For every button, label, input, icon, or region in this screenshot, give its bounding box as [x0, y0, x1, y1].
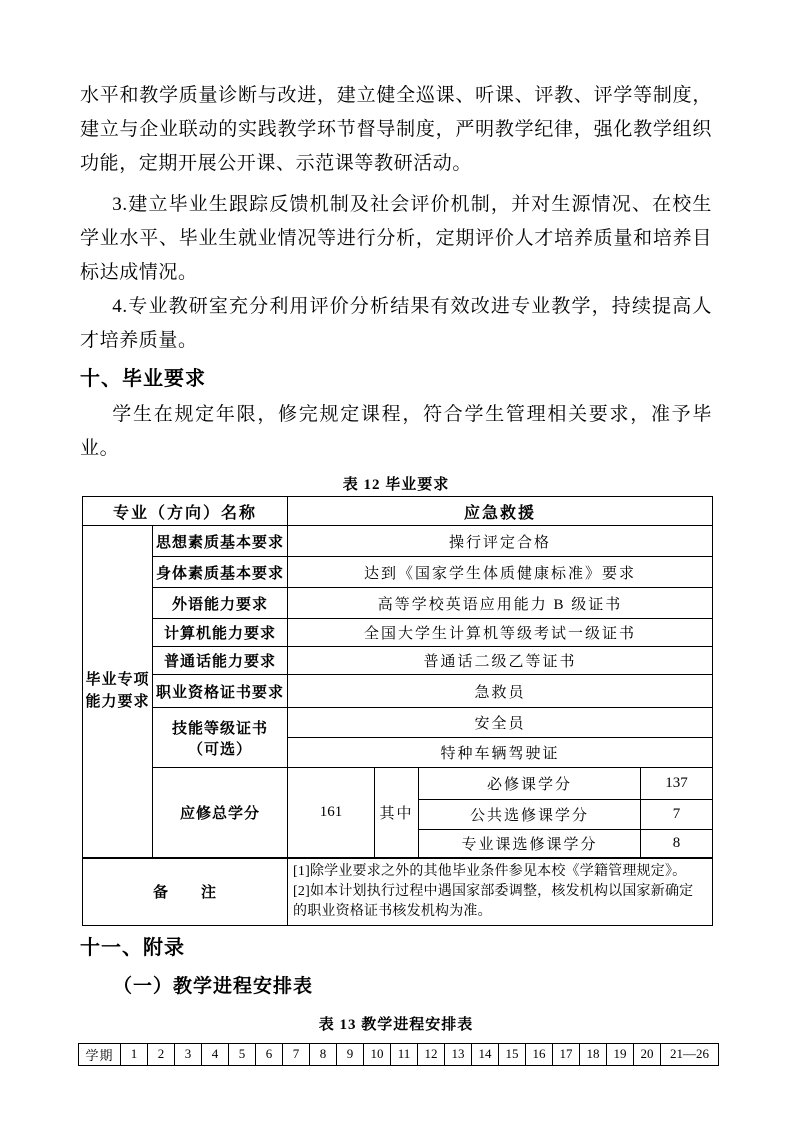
- credit-item-value: 7: [641, 800, 713, 830]
- row-label: 普通话能力要求: [153, 647, 288, 675]
- row-label: 计算机能力要求: [153, 619, 288, 647]
- remark-note-1: [1]除学业要求之外的其他毕业条件参见本校《学籍管理规定》。: [293, 863, 687, 879]
- semester-cell: 10: [364, 1043, 391, 1065]
- graduation-requirements-table: [82, 496, 713, 926]
- semester-cell: 17: [553, 1043, 580, 1065]
- major-name-header: 专业（方向）名称: [83, 497, 288, 526]
- row-value: 普通话二级乙等证书: [288, 647, 713, 675]
- skill-cert-label-line2: （可选）: [188, 741, 253, 758]
- semester-cell: 2: [148, 1043, 175, 1065]
- table-row: [83, 497, 713, 526]
- semester-cell: 3: [175, 1043, 202, 1065]
- credit-item-name: 必修课学分: [419, 768, 641, 800]
- skill-cert-label-line1: 技能等级证书: [172, 720, 269, 737]
- among-which-label: 其中: [375, 768, 419, 858]
- graduation-intro: 学生在规定年限，修完规定课程，符合学生管理相关要求，准予毕业。: [80, 404, 712, 459]
- semester-cell: 20: [634, 1043, 661, 1065]
- table-row: [83, 675, 713, 708]
- row-label: 身体素质基本要求: [153, 557, 288, 588]
- semester-cell: 9: [337, 1043, 364, 1065]
- semester-cell: 11: [391, 1043, 418, 1065]
- semester-cell: 12: [418, 1043, 445, 1065]
- group-label-special-ability: 毕业专项能力要求: [83, 526, 153, 858]
- section-heading-graduation-requirements: 十、毕业要求: [80, 368, 206, 390]
- remark-note-2: [2]如本计划执行过程中遇国家部委调整，核发机构以国家新确定的职业资格证书核发机构为准。: [293, 883, 694, 919]
- paragraph-quality: 水平和教学质量诊断与改进，建立健全巡课、听课、评教、评学等制度，建立与企业联动的实践教学环节督导制度，严明教学纪律，强化教学组织功能，定期开展公开课、示范课等教研活动。: [80, 85, 712, 174]
- row-value: 高等学校英语应用能力 B 级证书: [288, 588, 713, 619]
- credit-item-name: 专业课选修课学分: [419, 830, 641, 858]
- skill-cert-label: [153, 708, 288, 768]
- semester-cell: 13: [445, 1043, 472, 1065]
- total-credits-label: 应修总学分: [153, 768, 288, 858]
- subsection-heading-schedule: （一）教学进程安排表: [113, 975, 314, 997]
- semester-cell: 8: [310, 1043, 337, 1065]
- table-row: [83, 708, 713, 738]
- skill-cert-value: 安全员: [288, 708, 713, 738]
- table-row: [83, 526, 713, 557]
- credit-item-value: 137: [641, 768, 713, 800]
- row-value: 达到《国家学生体质健康标准》要求: [288, 557, 713, 588]
- table-row: [83, 557, 713, 588]
- paragraph-item4: 4.专业教研室充分利用评价分析结果有效改进专业教学，持续提高人才培养质量。: [80, 296, 712, 351]
- semester-cell: 19: [607, 1043, 634, 1065]
- semester-cell: 1: [121, 1043, 148, 1065]
- table-row: [83, 588, 713, 619]
- semester-cell: 15: [499, 1043, 526, 1065]
- semester-row-label: 学期: [79, 1043, 121, 1065]
- semester-cell: 14: [472, 1043, 499, 1065]
- row-label: 职业资格证书要求: [153, 675, 288, 708]
- table-row: [83, 619, 713, 647]
- table-row: [83, 768, 713, 800]
- semester-cell: 16: [526, 1043, 553, 1065]
- row-value: 急救员: [288, 675, 713, 708]
- semester-cell: 7: [283, 1043, 310, 1065]
- teaching-schedule-table: [78, 1043, 719, 1066]
- row-label: 思想素质基本要求: [153, 526, 288, 557]
- row-value: 全国大学生计算机等级考试一级证书: [288, 619, 713, 647]
- table13-caption: 表 13 教学进程安排表: [318, 1016, 474, 1033]
- semester-cell: 21—26: [661, 1043, 719, 1065]
- semester-cell: 18: [580, 1043, 607, 1065]
- semester-row: [79, 1043, 719, 1065]
- table-row: [83, 647, 713, 675]
- total-credits-value: 161: [288, 768, 375, 858]
- table12-caption: 表 12 毕业要求: [342, 477, 450, 493]
- row-label: 外语能力要求: [153, 588, 288, 619]
- remark-label: 备 注: [83, 858, 288, 926]
- semester-cell: 4: [202, 1043, 229, 1065]
- row-value: 操行评定合格: [288, 526, 713, 557]
- semester-cell: 6: [256, 1043, 283, 1065]
- major-name-value: 应急救援: [288, 497, 713, 526]
- table-row: [83, 858, 713, 926]
- skill-cert-value: 特种车辆驾驶证: [288, 738, 713, 768]
- paragraph-item3: 3.建立毕业生跟踪反馈机制及社会评价机制，并对生源情况、在校生学业水平、毕业生就业情况等进行分析，定期评价人才培养质量和培养目标达成情况。: [80, 194, 712, 283]
- semester-cell: 5: [229, 1043, 256, 1065]
- remark-content: [288, 858, 713, 926]
- credit-item-value: 8: [641, 830, 713, 858]
- credit-item-name: 公共选修课学分: [419, 800, 641, 830]
- section-heading-appendix: 十一、附录: [80, 936, 185, 959]
